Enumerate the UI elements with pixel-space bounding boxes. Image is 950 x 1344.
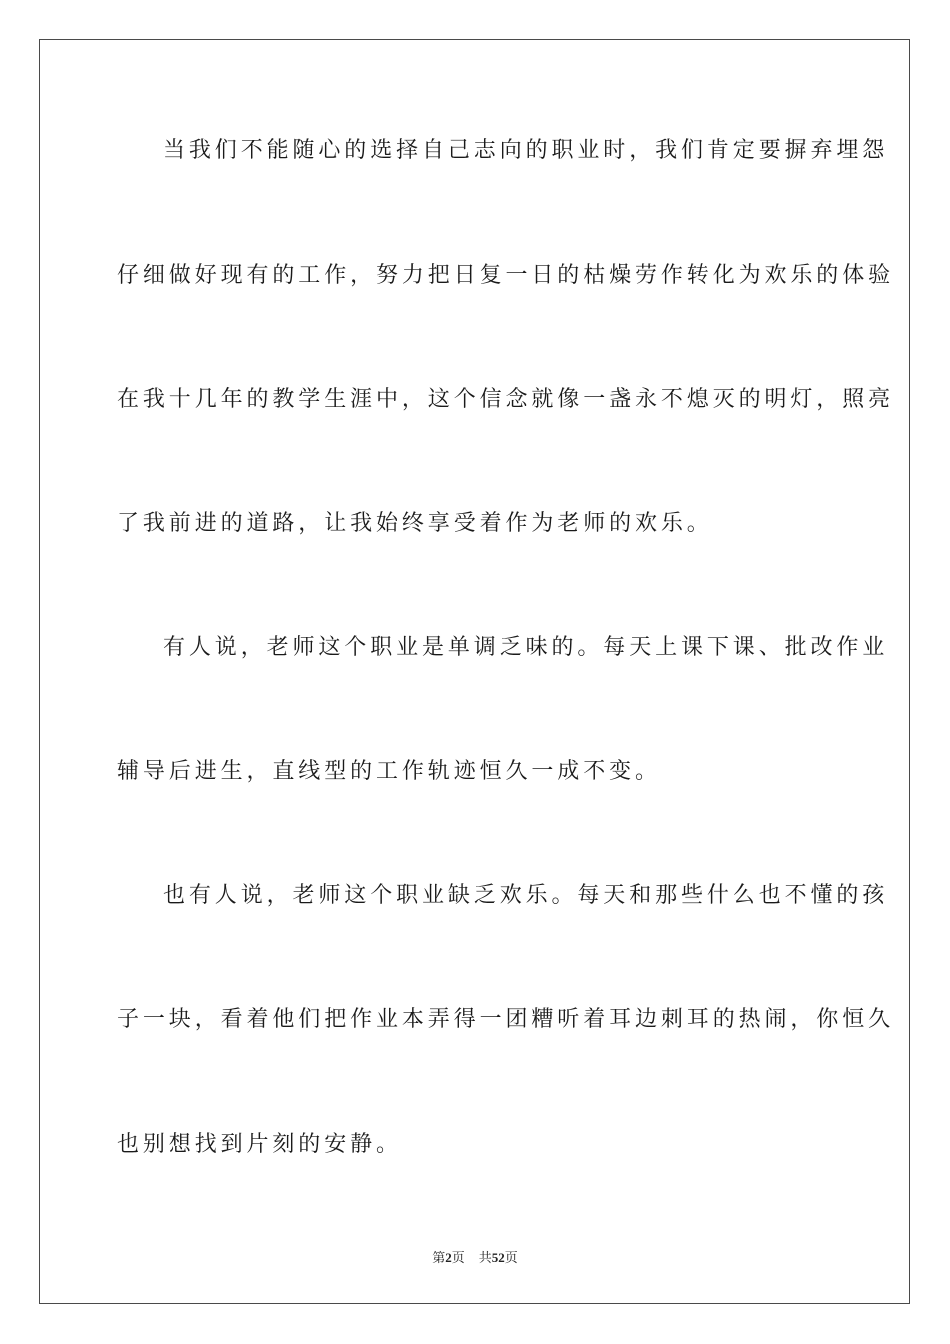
paragraph-3-line-1: 也有人说，老师这个职业缺乏欢乐。每天和那些什么也不懂的孩	[163, 883, 889, 908]
total-label-suffix: 页	[504, 1250, 518, 1265]
paragraph-1-line-4: 了我前进的道路，让我始终享受着作为老师的欢乐。	[117, 511, 713, 536]
page-footer	[0, 1247, 950, 1266]
page-number: 2	[445, 1250, 452, 1265]
paragraph-2-line-1: 有人说，老师这个职业是单调乏味的。每天上课下课、批改作业	[163, 635, 889, 660]
total-pages: 52	[491, 1250, 505, 1265]
paragraph-1-line-3: 在我十几年的教学生涯中，这个信念就像一盏永不熄灭的明灯，照亮	[117, 387, 895, 412]
page-label-prefix: 第	[432, 1250, 446, 1265]
paragraph-1-line-1: 当我们不能随心的选择自己志向的职业时，我们肯定要摒弃埋怨	[163, 138, 889, 163]
paragraph-2-line-2: 辅导后进生，直线型的工作轨迹恒久一成不变。	[117, 759, 661, 784]
paragraph-1-line-2: 仔细做好现有的工作，努力把日复一日的枯燥劳作转化为欢乐的体验	[117, 263, 895, 288]
page-border	[39, 39, 910, 1304]
page-label-suffix: 页	[451, 1250, 465, 1265]
paragraph-3-line-2: 子一块，看着他们把作业本弄得一团糟听着耳边刺耳的热闹，你恒久	[117, 1007, 895, 1032]
paragraph-3-line-3: 也别想找到片刻的安静。	[117, 1132, 402, 1157]
total-label-prefix: 共	[478, 1250, 492, 1265]
